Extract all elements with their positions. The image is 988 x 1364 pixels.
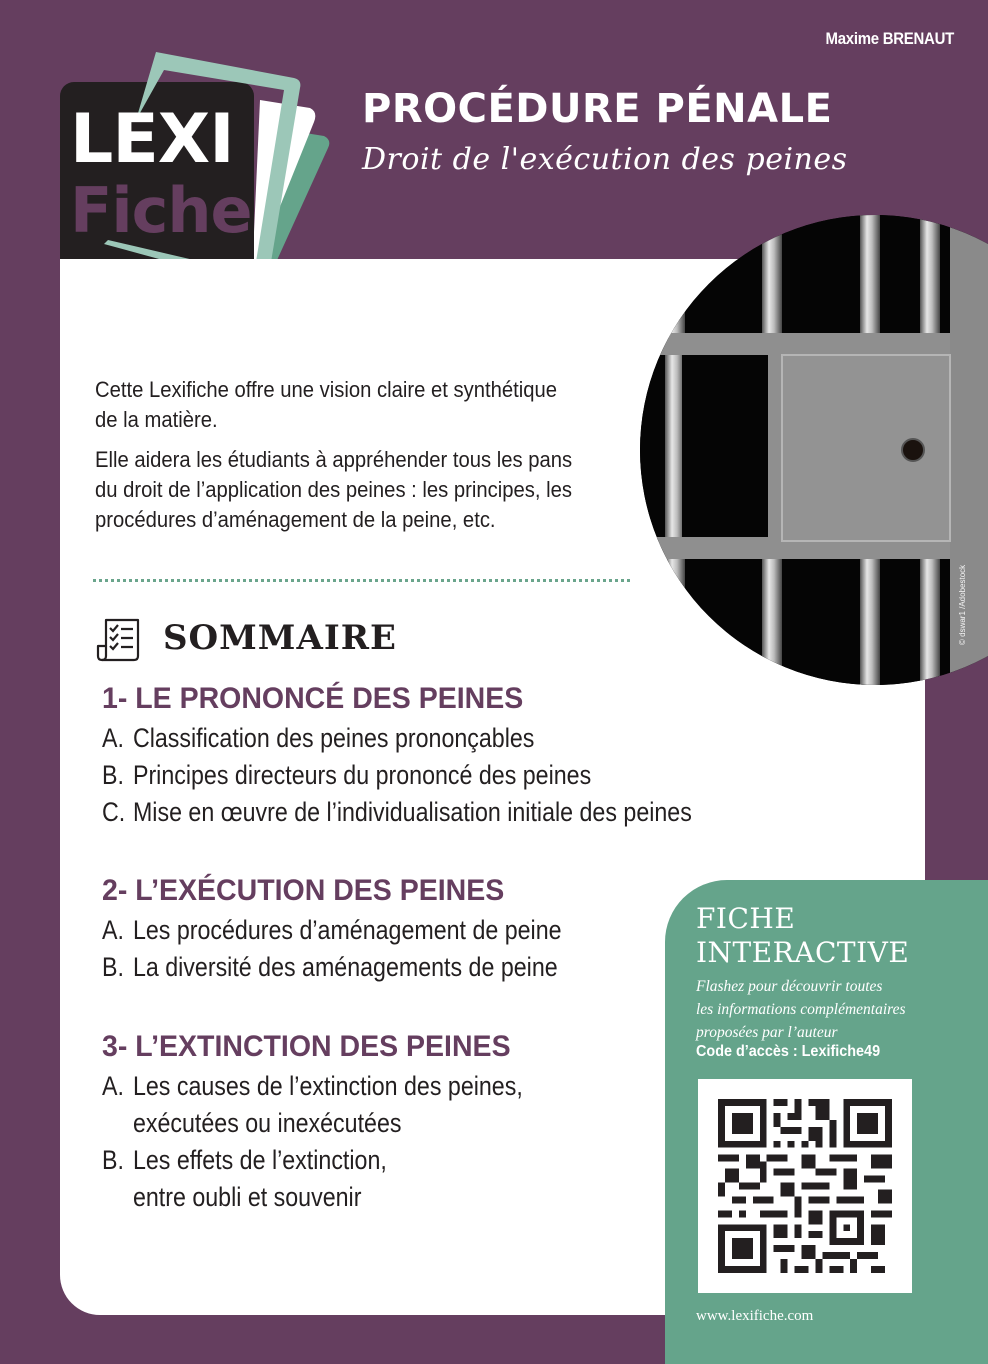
qr-code-icon: [718, 1099, 892, 1273]
logo-lexi-text: LEXI: [70, 100, 234, 179]
toc-item: A. Classification des peines prononçables: [102, 723, 535, 753]
toc-item: C. Mise en œuvre de l’individualisation initiale des peines: [102, 797, 692, 827]
author-name: Maxime BRENAUT: [825, 29, 954, 48]
interactive-panel: [665, 880, 988, 1364]
website-link[interactable]: www.lexifiche.com: [696, 1308, 814, 1324]
logo-fiche-text: Fiche: [70, 174, 252, 247]
toc-item: B. Principes directeurs du prononcé des peines: [102, 760, 592, 790]
section-heading: 2- L’EXÉCUTION DES PEINES: [102, 874, 505, 907]
lexifiche-logo: [56, 52, 336, 292]
toc-item: A. Les procédures d’aménagement de peine: [102, 915, 562, 945]
dotted-divider: [93, 579, 630, 582]
section-3: [102, 1030, 591, 1216]
toc-item: B. La diversité des aménagements de peine: [102, 952, 558, 982]
prison-door-image: [640, 215, 988, 685]
toc-item: B. Les effets de l’extinction, entre oubli et souvenir: [102, 1145, 387, 1212]
checklist-icon: [96, 618, 142, 662]
sommaire-title: SOMMAIRE: [163, 618, 397, 658]
intro-paragraph-2: Elle aidera les étudiants à appréhender tous les pans du droit de l’application des peines : les principes, les procédures d’aménagement de la peine, etc.: [95, 447, 573, 532]
qr-code[interactable]: [698, 1079, 912, 1293]
intro-paragraph-1: Cette Lexifiche offre une vision claire et synthétique de la matière.: [95, 377, 558, 432]
toc-item: A. Les causes de l’extinction des peines, exécutées ou inexécutées: [102, 1071, 523, 1138]
photo-credit: © dswar1 /Adobestock: [958, 564, 967, 645]
interactive-description: Flashez pour découvrir toutes les informations complémentaires proposées par l’auteur: [696, 978, 906, 1041]
interactive-title: FICHE INTERACTIVE: [696, 902, 910, 969]
access-code: Code d’accès : Lexifiche49: [696, 1043, 881, 1060]
page-subtitle: Droit de l'exécution des peines: [362, 142, 848, 177]
section-heading: 3- L’EXTINCTION DES PEINES: [102, 1030, 511, 1063]
page-title: PROCÉDURE PÉNALE: [362, 86, 833, 132]
prison-bars-photo: [640, 215, 988, 685]
section-heading: 1- LE PRONONCÉ DES PEINES: [102, 682, 524, 715]
section-2: [102, 874, 636, 986]
intro-text: [95, 375, 583, 545]
section-1: [102, 682, 788, 831]
